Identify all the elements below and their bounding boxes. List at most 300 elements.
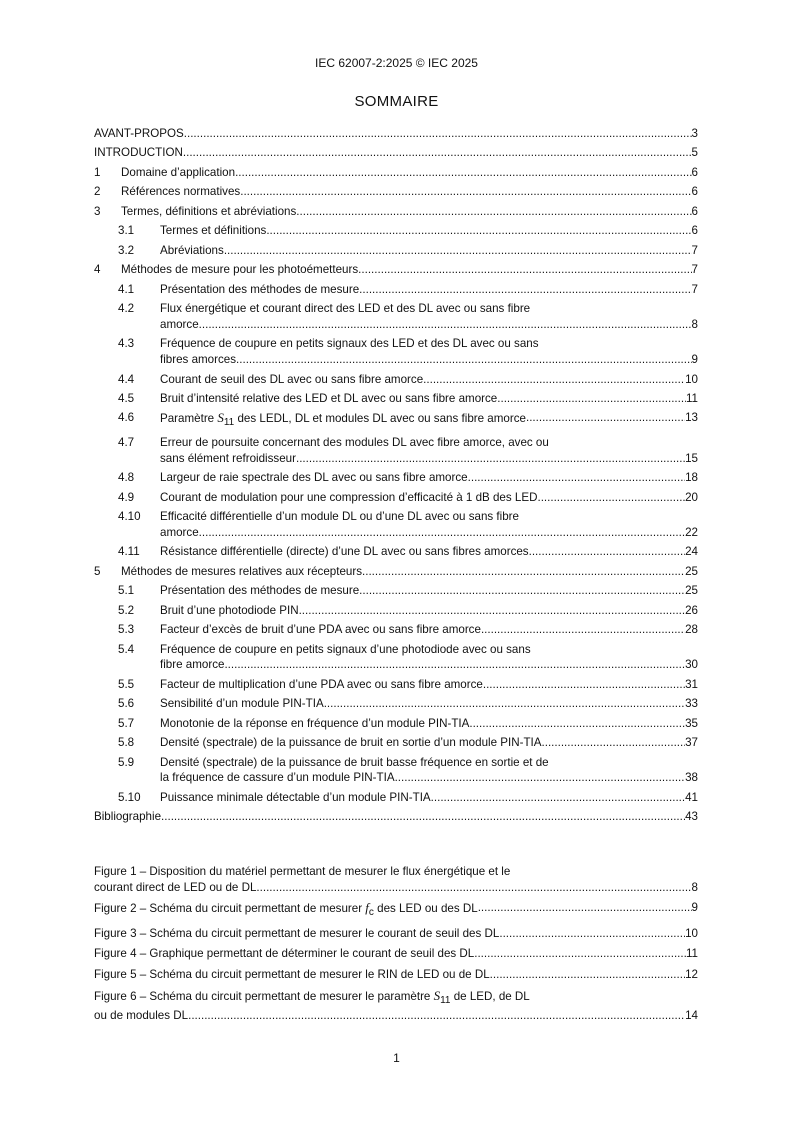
page-ref: 15 <box>685 451 698 465</box>
toc-entry[interactable] <box>94 544 698 560</box>
page-ref: 7 <box>691 243 698 257</box>
toc-entry[interactable] <box>94 564 698 580</box>
section-number: 5.9 <box>118 755 135 769</box>
title-text <box>160 490 537 506</box>
page-ref: 33 <box>685 697 698 711</box>
dot-leader <box>537 490 685 506</box>
entry-title <box>160 622 698 638</box>
toc-entry[interactable] <box>94 336 698 367</box>
entry-title <box>94 809 698 825</box>
toc-entry[interactable] <box>94 165 698 181</box>
title-line <box>160 336 698 352</box>
page-ref: 8 <box>691 880 698 894</box>
title-text <box>160 223 266 239</box>
entry-title <box>160 677 698 693</box>
text-segment: Flux énergétique et courant direct des LED et des DL avec ou sans fibre <box>160 302 531 316</box>
title-text <box>160 372 423 388</box>
text-segment: Puissance minimale détectable d’un module PIN-TIA <box>160 790 431 804</box>
text-segment: Références normatives <box>121 185 241 199</box>
page-ref: 10 <box>685 926 698 940</box>
title-text <box>160 735 542 751</box>
dot-leader <box>161 809 685 825</box>
title-text <box>160 282 359 298</box>
page-title: SOMMAIRE <box>354 93 439 110</box>
section-number: 4.5 <box>118 392 135 405</box>
dot-leader <box>474 946 686 962</box>
dot-leader <box>324 696 685 712</box>
title-line <box>121 262 698 278</box>
title-line <box>94 900 698 921</box>
entry-title <box>160 243 698 259</box>
text-segment: ou de modules DL <box>94 1009 189 1023</box>
text-segment: Largeur de raie spectrale des DL avec ou sans fibre amorce <box>160 471 468 485</box>
toc-entry[interactable] <box>94 716 698 732</box>
section-number: 5.2 <box>118 603 135 617</box>
title-text <box>94 967 490 983</box>
toc-entry[interactable] <box>94 262 698 278</box>
title-line <box>94 1008 698 1024</box>
section-number: 4.11 <box>118 545 140 559</box>
title-line <box>160 677 698 693</box>
page-ref: 24 <box>685 545 698 559</box>
text-segment: Fréquence de coupure en petits signaux d’une photodiode avec ou sans <box>160 642 531 656</box>
title-line <box>160 470 698 486</box>
text-segment: Facteur de multiplication d’une PDA avec ou sans fibre amorce <box>160 677 483 691</box>
section-number: 4.1 <box>118 282 135 296</box>
page-ref: 6 <box>691 185 698 199</box>
figure-entry[interactable] <box>94 864 698 895</box>
title-line <box>160 391 698 407</box>
text-segment: Présentation des méthodes de mesure <box>160 282 360 296</box>
entry-title <box>160 336 698 367</box>
text-segment: Termes et définitions <box>160 224 267 238</box>
entry-title <box>160 223 698 239</box>
text-segment: Paramètre <box>160 412 218 426</box>
page-ref: 22 <box>685 525 698 539</box>
toc-entry[interactable] <box>94 509 698 540</box>
dot-leader <box>358 262 691 278</box>
section-number: 5.4 <box>118 642 135 656</box>
dot-leader <box>183 145 692 161</box>
math-subscript: 11 <box>440 994 451 1006</box>
dot-leader <box>296 204 691 220</box>
text-segment: Facteur d’excès de bruit d’une PDA avec ou sans fibre amorce <box>160 623 481 637</box>
figure-entry[interactable] <box>94 967 698 983</box>
section-number: 4.6 <box>118 411 135 425</box>
title-text <box>160 790 431 806</box>
entry-title <box>94 900 698 921</box>
dot-leader <box>478 900 692 921</box>
title-text <box>160 410 526 431</box>
toc-entry[interactable] <box>94 490 698 506</box>
figure-entry[interactable] <box>94 926 698 942</box>
title-text <box>160 336 539 352</box>
text-segment: la fréquence de cassure d’un module PIN-TIA <box>160 771 395 785</box>
entry-title <box>94 145 698 161</box>
title-line <box>160 317 698 333</box>
math-symbol: f <box>365 900 369 916</box>
toc-entry[interactable] <box>94 282 698 298</box>
title-text <box>160 642 531 658</box>
math-expression <box>217 410 235 429</box>
entry-title <box>160 696 698 712</box>
title-line <box>160 490 698 506</box>
title-text <box>160 391 497 407</box>
text-segment: Termes, définitions et abréviations <box>121 204 297 218</box>
title-line <box>94 880 698 896</box>
math-expression <box>365 900 374 919</box>
page-ref: 35 <box>685 716 698 730</box>
title-line <box>160 657 698 673</box>
title-text <box>160 470 468 486</box>
page-ref: 31 <box>685 677 698 691</box>
section-number: 4.8 <box>118 471 135 485</box>
title-line <box>160 603 698 619</box>
figure-entry[interactable] <box>94 946 698 962</box>
text-segment: Résistance différentielle (directe) d’une DL avec ou sans fibres amorces <box>160 545 529 559</box>
title-text <box>94 988 530 1009</box>
page-ref: 28 <box>685 623 698 637</box>
text-segment: Erreur de poursuite concernant des modules DL avec fibre amorce, avec ou <box>160 435 549 449</box>
dot-leader <box>359 282 691 298</box>
toc-entry[interactable] <box>94 755 698 786</box>
text-segment: des LEDL, DL et modules DL avec ou sans fibre amorce <box>234 412 526 426</box>
entry-title <box>160 790 698 806</box>
text-segment: Figure 1 – Disposition du matériel permettant de mesurer le flux énergétique et le <box>94 865 511 878</box>
title-line <box>160 696 698 712</box>
page-ref: 37 <box>685 736 698 750</box>
title-line <box>160 583 698 599</box>
title-line <box>94 988 698 1009</box>
title-text <box>160 622 481 638</box>
text-segment: courant direct de LED ou de DL <box>94 880 257 894</box>
text-segment: Courant de seuil des DL avec ou sans fibre amorce <box>160 372 424 386</box>
entry-title <box>160 391 698 407</box>
text-segment: Densité (spectrale) de la puissance de bruit basse fréquence en sortie et de <box>160 755 549 769</box>
dot-leader <box>423 372 685 388</box>
title-line <box>160 410 698 431</box>
title-line <box>160 282 698 298</box>
dot-leader <box>362 564 685 580</box>
title-text <box>121 204 296 220</box>
dot-leader <box>481 622 685 638</box>
title-line <box>160 770 698 786</box>
title-text <box>160 317 199 333</box>
title-line <box>94 126 698 142</box>
title-text <box>160 525 199 541</box>
page-ref: 41 <box>685 790 698 804</box>
toc-entry[interactable] <box>94 677 698 693</box>
entry-title <box>160 410 698 431</box>
entry-title <box>94 988 698 1024</box>
toc-entry[interactable] <box>94 435 698 466</box>
title-text <box>160 435 549 451</box>
entry-title <box>94 967 698 983</box>
toc-entry[interactable] <box>94 126 698 142</box>
toc-entry[interactable] <box>94 603 698 619</box>
title-line <box>121 184 698 200</box>
entry-title <box>94 946 698 962</box>
document-header: IEC 62007-2:2025 © IEC 2025 <box>315 56 478 70</box>
toc-entry[interactable] <box>94 301 698 332</box>
entry-title <box>121 262 698 278</box>
title-line <box>160 544 698 560</box>
page-ref: 6 <box>691 204 698 218</box>
title-text <box>94 809 161 825</box>
section-number: 4.7 <box>118 435 135 449</box>
math-subscript: c <box>368 907 374 919</box>
page-ref: 8 <box>691 317 698 331</box>
dot-leader <box>431 790 685 806</box>
page-ref: 7 <box>691 263 698 277</box>
dot-leader <box>199 525 685 541</box>
toc-entry[interactable] <box>94 790 698 806</box>
page-ref: 26 <box>685 603 698 617</box>
title-text <box>94 880 256 896</box>
page-ref: 25 <box>685 564 698 578</box>
list-of-figures <box>94 864 698 1029</box>
title-line <box>160 755 698 771</box>
title-line <box>94 145 698 161</box>
toc-entry[interactable] <box>94 642 698 673</box>
dot-leader <box>497 391 686 407</box>
entry-title <box>160 603 698 619</box>
title-text <box>160 603 299 619</box>
dot-leader <box>542 735 686 751</box>
text-segment: Figure 6 – Schéma du circuit permettant de mesurer le paramètre <box>94 989 434 1003</box>
dot-leader <box>490 967 685 983</box>
entry-title <box>94 126 698 142</box>
toc-entry[interactable] <box>94 696 698 712</box>
text-segment: Courant de modulation pour une compression d’efficacité à 1 dB des LED <box>160 490 538 504</box>
math-symbol: S <box>217 410 224 426</box>
title-line <box>160 243 698 259</box>
section-number: 4.2 <box>118 302 135 316</box>
title-text <box>160 583 359 599</box>
title-line <box>160 716 698 732</box>
dot-leader <box>240 184 691 200</box>
toc-entry[interactable] <box>94 243 698 259</box>
section-number: 4.4 <box>118 372 135 386</box>
text-segment: amorce <box>160 317 199 331</box>
page-number: 1 <box>393 1051 400 1065</box>
title-line <box>160 435 698 451</box>
toc-entry[interactable] <box>94 583 698 599</box>
dot-leader <box>296 451 685 467</box>
title-line <box>160 509 698 525</box>
title-line <box>94 946 698 962</box>
text-segment: Efficacité différentielle d’un module DL ou d’une DL avec ou sans fibre <box>160 510 519 524</box>
entry-title <box>160 282 698 298</box>
entry-title <box>160 301 698 332</box>
title-text <box>94 926 499 942</box>
page-ref: 3 <box>691 127 698 140</box>
toc-entry[interactable] <box>94 204 698 220</box>
text-segment: Sensibilité d’un module PIN-TIA <box>160 697 324 711</box>
toc-entry[interactable] <box>94 410 698 431</box>
entry-title <box>160 735 698 751</box>
toc-entry[interactable] <box>94 735 698 751</box>
text-segment: Domaine d’application <box>121 165 236 179</box>
title-text <box>160 755 549 771</box>
title-text <box>160 301 530 317</box>
section-number: 4.9 <box>118 490 135 504</box>
toc-entry[interactable] <box>94 184 698 200</box>
toc-entry[interactable] <box>94 372 698 388</box>
entry-title <box>160 435 698 466</box>
title-line <box>160 301 698 317</box>
title-line <box>160 223 698 239</box>
section-number: 3.1 <box>118 224 135 238</box>
section-number: 5.3 <box>118 623 135 637</box>
title-text <box>121 262 358 278</box>
text-segment: Méthodes de mesures relatives aux récepteurs <box>121 564 363 578</box>
text-segment: Bruit d’intensité relative des LED et DL avec ou sans fibre amorce <box>160 392 498 405</box>
entry-title <box>160 642 698 673</box>
text-segment: Fréquence de coupure en petits signaux des LED et des DL avec ou sans <box>160 337 539 351</box>
title-line <box>121 204 698 220</box>
text-segment: Figure 3 – Schéma du circuit permettant de mesurer le courant de seuil des DL <box>94 926 500 940</box>
text-segment: fibre amorce <box>160 658 225 672</box>
title-line <box>160 790 698 806</box>
entry-title <box>121 204 698 220</box>
title-text <box>94 946 474 962</box>
page-ref: 11 <box>685 392 698 405</box>
entry-title <box>94 926 698 942</box>
toc-entry[interactable] <box>94 622 698 638</box>
math-symbol: S <box>433 987 441 1003</box>
section-number: 1 <box>94 165 101 179</box>
section-number: 3.2 <box>118 243 135 257</box>
title-text <box>121 184 240 200</box>
text-segment: Monotonie de la réponse en fréquence d’un module PIN-TIA <box>160 716 470 730</box>
page-ref: 7 <box>691 282 698 296</box>
page-ref: 14 <box>685 1009 698 1023</box>
title-line <box>94 809 698 825</box>
dot-leader <box>529 544 685 560</box>
title-text <box>94 1008 188 1024</box>
title-line <box>160 451 698 467</box>
title-text <box>160 770 395 786</box>
dot-leader <box>299 603 686 619</box>
title-line <box>121 165 698 181</box>
text-segment: amorce <box>160 525 199 539</box>
dot-leader <box>256 880 691 896</box>
text-segment: Figure 2 – Schéma du circuit permettant de mesurer <box>94 902 366 916</box>
title-text <box>94 900 478 921</box>
table-of-contents <box>94 126 698 829</box>
title-text <box>160 677 483 693</box>
dot-leader <box>526 410 685 431</box>
section-number: 5 <box>94 564 101 578</box>
page-ref: 12 <box>685 967 698 981</box>
section-number: 5.1 <box>118 584 135 598</box>
section-number: 5.8 <box>118 736 135 750</box>
dot-leader <box>469 716 685 732</box>
text-segment: Présentation des méthodes de mesure <box>160 584 360 598</box>
title-text <box>160 451 296 467</box>
page-ref: 5 <box>691 146 698 160</box>
dot-leader <box>224 243 692 259</box>
title-text <box>94 126 184 142</box>
title-line <box>121 564 698 580</box>
entry-title <box>160 583 698 599</box>
page-ref: 9 <box>691 901 698 915</box>
text-segment: Bibliographie <box>94 810 162 824</box>
entry-title <box>160 716 698 732</box>
title-text <box>160 509 519 525</box>
title-text <box>160 696 324 712</box>
dot-leader <box>188 1008 685 1024</box>
figure-entry[interactable] <box>94 988 698 1024</box>
page-ref: 20 <box>685 490 698 504</box>
entry-title <box>160 490 698 506</box>
page-ref: 18 <box>685 471 698 485</box>
title-text <box>160 716 469 732</box>
dot-leader <box>224 657 685 673</box>
dot-leader <box>468 470 685 486</box>
title-line <box>160 735 698 751</box>
figure-entry[interactable] <box>94 900 698 921</box>
dot-leader <box>199 317 692 333</box>
title-line <box>94 864 698 880</box>
entry-title <box>94 864 698 895</box>
text-segment: Abréviations <box>160 243 224 257</box>
text-segment: Densité (spectrale) de la puissance de bruit en sortie d’un module PIN-TIA <box>160 736 542 750</box>
page-ref: 38 <box>685 771 698 785</box>
section-number: 4 <box>94 263 101 277</box>
page-ref: 6 <box>691 165 698 179</box>
title-line <box>160 525 698 541</box>
text-segment: Figure 5 – Schéma du circuit permettant de mesurer le RIN de LED ou de DL <box>94 967 490 981</box>
toc-entry[interactable] <box>94 391 698 407</box>
text-segment: de LED, de DL <box>450 989 530 1003</box>
text-segment: Bruit d’une photodiode PIN <box>160 603 299 617</box>
page-ref: 25 <box>685 584 698 598</box>
page-ref: 13 <box>685 411 698 425</box>
title-text <box>121 564 362 580</box>
entry-title <box>160 470 698 486</box>
title-line <box>160 622 698 638</box>
page-ref: 30 <box>685 658 698 672</box>
toc-entry[interactable] <box>94 809 698 825</box>
text-segment: Méthodes de mesure pour les photoémetteurs <box>121 263 359 277</box>
toc-entry[interactable] <box>94 223 698 239</box>
toc-entry[interactable] <box>94 145 698 161</box>
section-number: 3 <box>94 204 101 218</box>
entry-title <box>160 372 698 388</box>
toc-entry[interactable] <box>94 470 698 486</box>
dot-leader <box>395 770 686 786</box>
page-ref: 9 <box>691 353 698 367</box>
page-ref: 10 <box>685 372 698 386</box>
title-line <box>160 352 698 368</box>
title-text <box>160 243 224 259</box>
dot-leader <box>235 165 691 181</box>
dot-leader <box>359 583 685 599</box>
text-segment: AVANT-PROPOS <box>94 127 184 140</box>
dot-leader <box>236 352 692 368</box>
section-number: 5.7 <box>118 716 135 730</box>
section-number: 2 <box>94 185 101 199</box>
page-ref: 11 <box>685 947 698 961</box>
page-ref: 43 <box>685 810 698 824</box>
entry-title <box>160 544 698 560</box>
title-text <box>94 864 510 880</box>
title-line <box>160 372 698 388</box>
section-number: 5.5 <box>118 677 135 691</box>
dot-leader <box>184 126 692 142</box>
